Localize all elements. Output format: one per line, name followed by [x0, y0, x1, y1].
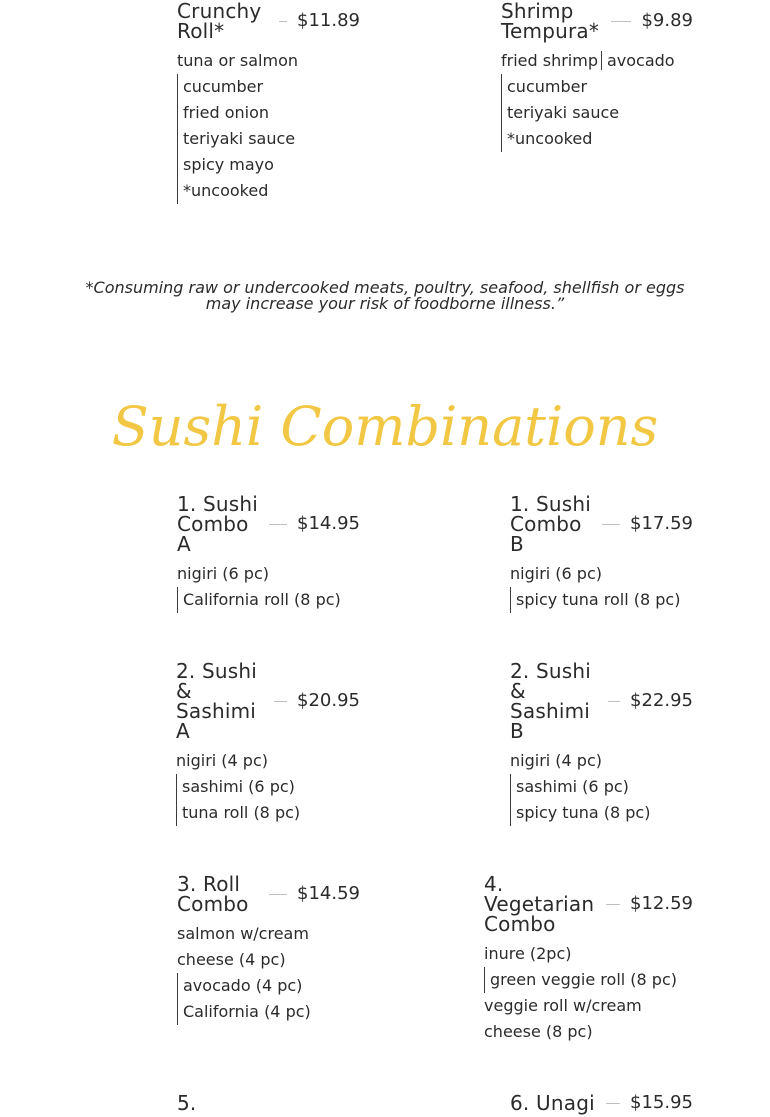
description-line: spicy mayo: [177, 152, 360, 178]
item-name: 1. Sushi Combo A: [177, 492, 259, 556]
leader-line: [269, 894, 287, 895]
menu-item-header: [510, 1093, 693, 1113]
item-description: [510, 561, 693, 613]
description-line: *uncooked: [501, 126, 693, 152]
description-line: veggie roll w/cream cheese (8 pc): [484, 996, 642, 1041]
menu-item-sushi-combo-a: [177, 494, 360, 613]
description-line: cucumber: [501, 74, 693, 100]
menu-item-sushi-sashimi-a: [176, 661, 360, 826]
menu-item-sushi-sashimi-b: [510, 661, 693, 826]
item-description: [177, 561, 360, 613]
description-line: [501, 48, 693, 74]
description-line: nigiri (6 pc): [510, 564, 602, 583]
leader-line: [279, 21, 287, 22]
description-line: avocado (4 pc): [177, 973, 360, 999]
notice-line: may increase your risk of foodborne illness.”: [205, 294, 565, 313]
menu-item-sushi-combo-b: [510, 494, 693, 613]
item-name: 4. Vegetarian Combo: [484, 872, 595, 936]
section-title: Sushi Combinations: [111, 395, 659, 458]
description-line: nigiri (6 pc): [177, 564, 269, 583]
description-line: tuna or salmon: [177, 51, 298, 70]
leader-line: [602, 524, 620, 525]
menu-item-header: [177, 1093, 360, 1113]
description-line: spicy tuna roll (8 pc): [510, 587, 693, 613]
foodborne-illness-notice: [60, 280, 710, 312]
item-name: Shrimp Tempura*: [501, 0, 600, 43]
menu-item-header: [510, 494, 693, 554]
menu-item-unagi: [510, 1093, 693, 1113]
menu-item-shrimp-tempura: [501, 1, 693, 152]
item-description: [177, 48, 360, 204]
item-price: $9.89: [641, 10, 693, 31]
item-price: $17.59: [630, 513, 693, 534]
item-price: $20.95: [297, 690, 360, 711]
description-line: sashimi (6 pc): [176, 774, 360, 800]
item-price: $11.89: [297, 10, 360, 31]
leader-line: [606, 904, 620, 905]
menu-item-header: [176, 661, 360, 741]
item-description: [177, 921, 360, 1025]
description-line: sashimi (6 pc): [510, 774, 693, 800]
item-name: 3. Roll Combo: [177, 872, 249, 916]
leader-line: [608, 701, 620, 702]
item-description: [176, 748, 360, 826]
leader-line: [611, 21, 631, 22]
description-line: tuna roll (8 pc): [176, 800, 360, 826]
item-name: 6. Unagi: [510, 1091, 595, 1115]
description-line: salmon w/cream cheese (4 pc): [177, 924, 309, 969]
leader-line: [606, 1103, 620, 1104]
item-price: $14.95: [297, 513, 360, 534]
description-line: teriyaki sauce: [177, 126, 360, 152]
menu-item-header: [510, 661, 693, 741]
menu-item-header: [177, 874, 360, 914]
description-line: spicy tuna (8 pc): [510, 800, 693, 826]
item-name: 5.: [177, 1091, 197, 1115]
description-line: inure (2pc): [484, 944, 572, 963]
description-line: teriyaki sauce: [501, 100, 693, 126]
item-name: 2. Sushi & Sashimi A: [176, 659, 258, 743]
description-line: cucumber: [177, 74, 360, 100]
description-text: fried shrimp: [501, 51, 598, 70]
leader-line: [269, 524, 287, 525]
description-line: nigiri (4 pc): [176, 751, 268, 770]
item-name: 1. Sushi Combo B: [510, 492, 592, 556]
item-price: $14.59: [297, 883, 360, 904]
item-name: Crunchy Roll*: [177, 0, 262, 43]
notice-line: *Consuming raw or undercooked meats, poultry, seafood, shellfish or eggs: [85, 278, 685, 297]
menu-item-header: [484, 874, 693, 934]
menu-item-roll-combo: [177, 874, 360, 1025]
description-line: California (4 pc): [177, 999, 360, 1025]
description-line: California roll (8 pc): [177, 587, 360, 613]
item-description: [501, 48, 693, 152]
description-line: nigiri (4 pc): [510, 751, 602, 770]
description-text: avocado: [601, 51, 675, 70]
menu-item-combo-5: [177, 1093, 360, 1113]
menu-item-vegetarian-combo: [484, 874, 693, 1045]
menu-item-header: [501, 1, 693, 41]
item-description: [510, 748, 693, 826]
menu-item-header: [177, 1, 360, 41]
description-line: *uncooked: [177, 178, 360, 204]
description-line: fried onion: [177, 100, 360, 126]
menu-item-crunchy-roll: [177, 1, 360, 204]
item-price: $15.95: [630, 1092, 693, 1113]
item-price: $22.95: [630, 690, 693, 711]
item-price: $12.59: [630, 893, 693, 914]
description-line: green veggie roll (8 pc): [484, 967, 693, 993]
menu-item-header: [177, 494, 360, 554]
item-description: [484, 941, 693, 1045]
leader-line: [274, 701, 287, 702]
item-name: 2. Sushi & Sashimi B: [510, 659, 592, 743]
